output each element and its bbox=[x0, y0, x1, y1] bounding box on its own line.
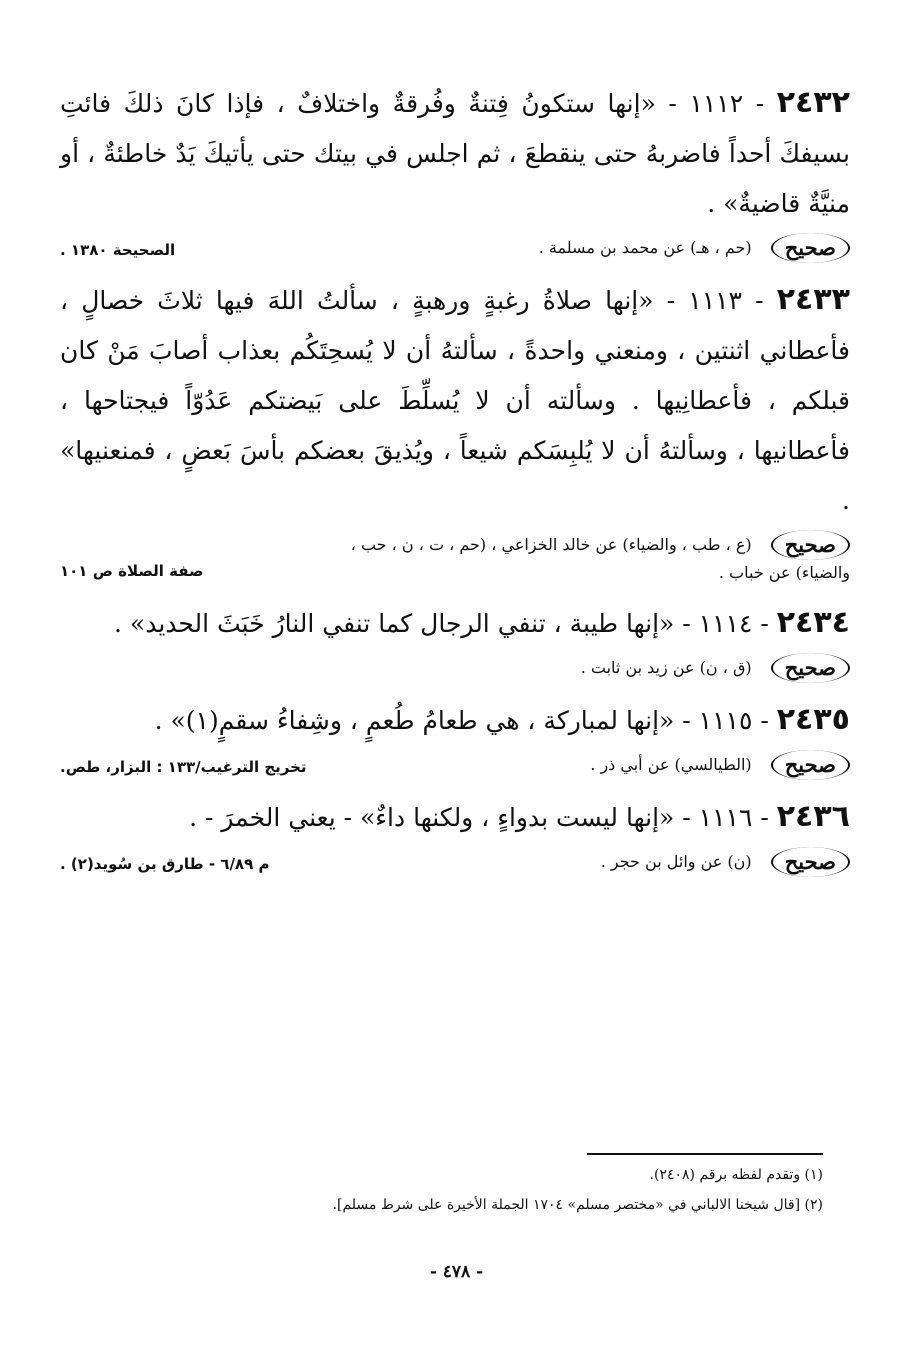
footnote: (٢) [قال شيخنا الالباني في «مختصر مسلم» ١٧٠٤ الجملة الأخيرة على شرط مسلم]. bbox=[332, 1197, 823, 1213]
reference-text: صفة الصلاة ص ١٠١ bbox=[60, 562, 204, 580]
source-text: (ع ، طب ، والضياء) عن خالد الخزاعي ، (حم ، ت ، ن ، حب ، bbox=[350, 535, 752, 554]
hadith-number: ٢٤٣٥ bbox=[776, 702, 850, 737]
hadith-source bbox=[60, 847, 850, 877]
source-text: (ن) عن وائل بن حجر . bbox=[600, 852, 752, 871]
hadith-entry bbox=[60, 792, 850, 843]
grade-badge: صحيح bbox=[771, 653, 850, 683]
grade-badge: صحيح bbox=[771, 847, 850, 877]
page-number: - ٤٧٨ - bbox=[429, 1262, 484, 1282]
footnote: (١) وتقدم لفظه برقم (٢٤٠٨). bbox=[649, 1167, 823, 1183]
reference-text: م ٦/٨٩ - طارق بن سُويد(٢) . bbox=[60, 855, 270, 873]
hadith-entry bbox=[60, 275, 850, 526]
grade-badge: صحيح bbox=[771, 750, 850, 780]
hadith-source bbox=[60, 233, 850, 263]
hadith-text: - ١١١٣ - «إنها صلاةُ رغبةٍ ورهبةٍ ، سألتُ اللهَ فيها ثلاثَ خصالٍ ، فأعطاني اثنتين ، ومنعني واحدةً ، سألتهُ أن لا يُسحِتَكُم بعذاب أصابَ مَنْ كان قبلكم ، فأعطانِيها . وسألته أن لا يُسلِّطَ على بَيضتكم عَدُوّاً فيجتاحها ، فأعطانيها ، وسألتهُ أن لا يُلبِسَكم شيعاً ، ويُذيقَ بعضكم بأسَ بَعضٍ ، فمنعنيها» . bbox=[60, 286, 850, 515]
source-text: (الطيالسي) عن أبي ذر . bbox=[590, 755, 752, 774]
hadith-source bbox=[60, 750, 850, 780]
footnote-divider bbox=[587, 1153, 823, 1155]
hadith-entry bbox=[60, 598, 850, 649]
footnotes bbox=[83, 1160, 823, 1220]
hadith-number: ٢٤٣٦ bbox=[776, 799, 850, 834]
hadith-source bbox=[60, 530, 850, 586]
hadith-text: - ١١١٦ - «إنها ليست بدواءٍ ، ولكنها داءٌ» - يعني الخمرَ - . bbox=[189, 803, 769, 832]
grade-badge: صحيح bbox=[771, 530, 850, 560]
hadith-entry bbox=[60, 695, 850, 746]
source-text: (حم ، هـ) عن محمد بن مسلمة . bbox=[538, 238, 752, 257]
hadith-number: ٢٤٣٤ bbox=[776, 605, 850, 640]
hadith-source bbox=[60, 653, 850, 683]
hadith-text: - ١١١٥ - «إنها لمباركة ، هي طعامُ طُعمٍ ، وشِفاءُ سقمٍ(١)» . bbox=[154, 706, 769, 735]
page-body bbox=[60, 78, 850, 889]
reference-text: الصحيحة ١٣٨٠ . bbox=[60, 241, 176, 259]
source-text: (ق ، ن) عن زيد بن ثابت . bbox=[580, 658, 752, 677]
hadith-entry bbox=[60, 78, 850, 229]
hadith-text: - ١١١٢ - «إنها ستكونُ فِتنةٌ وفُرقةٌ واختلافٌ ، فإذا كانَ ذلكَ فائتِ بسيفكَ أحداً فاضربهُ حتى ينقطعَ ، ثم اجلس في بيتك حتى يأتيكَ يَدٌ خاطئةٌ ، أو منيَّةٌ قاضيةٌ» . bbox=[60, 89, 850, 218]
hadith-text: - ١١١٤ - «إنها طيبة ، تنفي الرجال كما تنفي النارُ خَبَثَ الحديد» . bbox=[114, 609, 769, 638]
hadith-number: ٢٤٣٢ bbox=[776, 85, 850, 120]
hadith-number: ٢٤٣٣ bbox=[776, 282, 850, 317]
reference-text: تخريج الترغيب/١٣٣ : البزار، طص. bbox=[60, 758, 307, 776]
source-text-continued: والضياء) عن خباب . bbox=[718, 563, 850, 582]
grade-badge: صحيح bbox=[771, 233, 850, 263]
